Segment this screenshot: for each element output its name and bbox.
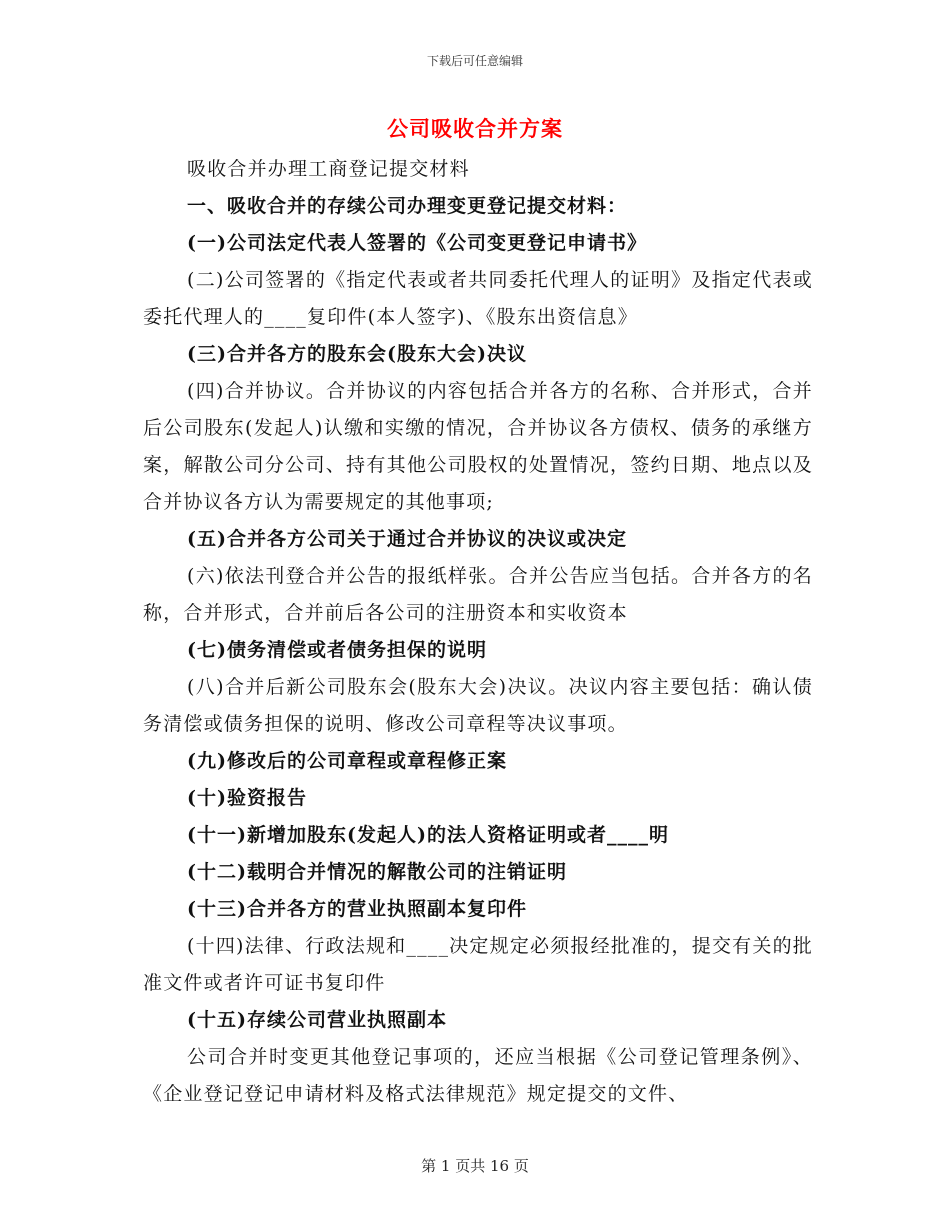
- paragraph: 公司合并时变更其他登记事项的，还应当根据《公司登记管理条例》、《企业登记登记申请材料及格式法律规范》规定提交的文件、: [143, 1046, 813, 1105]
- paragraph: (十)验资报告: [187, 787, 307, 809]
- paragraph: (三)合并各方的股东会(股东大会)决议: [187, 343, 527, 365]
- paragraph: (五)合并各方公司关于通过合并协议的决议或决定: [187, 528, 627, 550]
- page-header-note: 下载后可任意编辑: [426, 54, 523, 68]
- paragraph: (十三)合并各方的营业执照副本复印件: [187, 898, 527, 920]
- paragraph: (十二)载明合并情况的解散公司的注销证明: [187, 861, 567, 883]
- page-footer-number: 第 1 页共 16 页: [421, 1157, 529, 1175]
- paragraph: 一、吸收合并的存续公司办理变更登记提交材料：: [187, 195, 628, 217]
- paragraph: (十五)存续公司营业执照副本: [187, 1009, 447, 1031]
- paragraph: (四)合并协议。合并协议的内容包括合并各方的名称、合并形式，合并后公司股东(发起人)认缴和实缴的情况，合并协议各方债权、债务的承继方案，解散公司分公司、持有其他公司股权的处置情况，签约日期、地点以及合并协议各方认为需要规定的其他事项;: [143, 380, 813, 513]
- paragraph: (二)公司签署的《指定代表或者共同委托代理人的证明》及指定代表或委托代理人的____复印件(本人签字)、《股东出资信息》: [143, 269, 813, 328]
- document-body: [143, 151, 813, 1113]
- paragraph: (十四)法律、行政法规和____决定规定必须报经批准的，提交有关的批准文件或者许可证书复印件: [143, 935, 813, 994]
- paragraph: (六)依法刊登合并公告的报纸样张。合并公告应当包括。合并各方的名称，合并形式，合并前后各公司的注册资本和实收资本: [143, 565, 813, 624]
- paragraph: (九)修改后的公司章程或章程修正案: [187, 750, 507, 772]
- paragraph: 吸收合并办理工商登记提交材料: [187, 158, 470, 180]
- paragraph: (十一)新增加股东(发起人)的法人资格证明或者____明: [187, 824, 669, 846]
- document-title: 公司吸收合并方案: [387, 116, 563, 141]
- paragraph: (八)合并后新公司股东会(股东大会)决议。决议内容主要包括：确认债务清偿或债务担保的说明、修改公司章程等决议事项。: [143, 676, 813, 735]
- paragraph: (一)公司法定代表人签署的《公司变更登记申请书》: [187, 232, 647, 254]
- paragraph: (七)债务清偿或者债务担保的说明: [187, 639, 487, 661]
